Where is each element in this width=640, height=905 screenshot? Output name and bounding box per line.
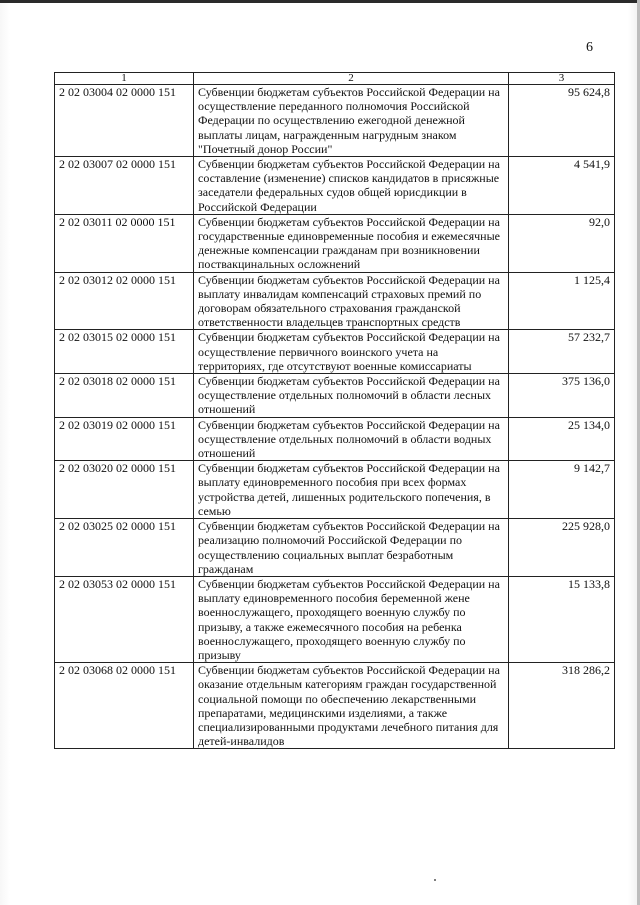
row-description: Субвенции бюджетам субъектов Российской Федерации на осуществление отдельных полномочий в области лесных отношений — [194, 374, 509, 418]
row-description: Субвенции бюджетам субъектов Российской Федерации на составление (изменение) списков кандидатов в присяжные заседатели федеральных судов общей юрисдикции в Российской Федерации — [194, 157, 509, 215]
row-code: 2 02 03020 02 0000 151 — [55, 461, 194, 519]
row-code: 2 02 03012 02 0000 151 — [55, 272, 194, 330]
column-header-description: 2 — [194, 73, 509, 85]
row-amount: 15 133,8 — [509, 576, 615, 662]
row-amount: 1 125,4 — [509, 272, 615, 330]
row-amount: 4 541,9 — [509, 157, 615, 215]
row-amount: 9 142,7 — [509, 461, 615, 519]
row-description: Субвенции бюджетам субъектов Российской Федерации на осуществление первичного воинского учета на территориях, где отсутствуют военные комиссариаты — [194, 330, 509, 374]
subventions-table — [54, 72, 615, 749]
row-code: 2 02 03018 02 0000 151 — [55, 374, 194, 418]
row-description: Субвенции бюджетам субъектов Российской Федерации на государственные единовременные пособия и ежемесячные денежные компенсации гражданам при возникновении поствакцинальных осложнений — [194, 214, 509, 272]
table-row — [55, 85, 615, 157]
row-amount: 57 232,7 — [509, 330, 615, 374]
row-amount: 25 134,0 — [509, 417, 615, 461]
table-row — [55, 663, 615, 749]
column-header-amount: 3 — [509, 73, 615, 85]
row-code: 2 02 03004 02 0000 151 — [55, 85, 194, 157]
scan-speck — [434, 879, 436, 881]
column-header-code: 1 — [55, 73, 194, 85]
page-number: 6 — [586, 40, 593, 55]
table-row — [55, 576, 615, 662]
row-description: Субвенции бюджетам субъектов Российской Федерации на выплату единовременного пособия беременной жене военнослужащего, проходящего военную службу по призыву, а также ежемесячного пособия на ребенка военнослужащего, проходящего военную службу по призыву — [194, 576, 509, 662]
row-code: 2 02 03068 02 0000 151 — [55, 663, 194, 749]
row-amount: 92,0 — [509, 214, 615, 272]
table-row — [55, 330, 615, 374]
table-row — [55, 157, 615, 215]
table-row — [55, 461, 615, 519]
row-description: Субвенции бюджетам субъектов Российской Федерации на оказание отдельным категориям граждан государственной социальной помощи по обеспечению лекарственными препаратами, медицинскими изделиями, а также специализированными продуктами лечебного питания для детей-инвалидов — [194, 663, 509, 749]
table-header-row — [55, 73, 615, 85]
row-code: 2 02 03011 02 0000 151 — [55, 214, 194, 272]
row-amount: 375 136,0 — [509, 374, 615, 418]
scan-edge-top — [0, 0, 640, 3]
row-code: 2 02 03019 02 0000 151 — [55, 417, 194, 461]
row-description: Субвенции бюджетам субъектов Российской Федерации на реализацию полномочий Российской Федерации по осуществлению социальных выплат безработным гражданам — [194, 519, 509, 577]
row-code: 2 02 03007 02 0000 151 — [55, 157, 194, 215]
row-description: Субвенции бюджетам субъектов Российской Федерации на выплату единовременного пособия при всех формах устройства детей, лишенных родительского попечения, в семью — [194, 461, 509, 519]
row-amount: 318 286,2 — [509, 663, 615, 749]
row-code: 2 02 03015 02 0000 151 — [55, 330, 194, 374]
row-code: 2 02 03053 02 0000 151 — [55, 576, 194, 662]
row-code: 2 02 03025 02 0000 151 — [55, 519, 194, 577]
row-description: Субвенции бюджетам субъектов Российской Федерации на осуществление отдельных полномочий в области водных отношений — [194, 417, 509, 461]
row-description: Субвенции бюджетам субъектов Российской Федерации на выплату инвалидам компенсаций страховых премий по договорам обязательного страхования гражданской ответственности владельцев транспортных средств — [194, 272, 509, 330]
table-row — [55, 374, 615, 418]
row-description: Субвенции бюджетам субъектов Российской Федерации на осуществление переданного полномочия Российской Федерации по осуществлению ежегодной денежной выплаты лицам, награжденным нагрудным знаком "Почетный донор России" — [194, 85, 509, 157]
row-amount: 225 928,0 — [509, 519, 615, 577]
row-amount: 95 624,8 — [509, 85, 615, 157]
table-row — [55, 214, 615, 272]
table-row — [55, 272, 615, 330]
table-row — [55, 519, 615, 577]
table-row — [55, 417, 615, 461]
